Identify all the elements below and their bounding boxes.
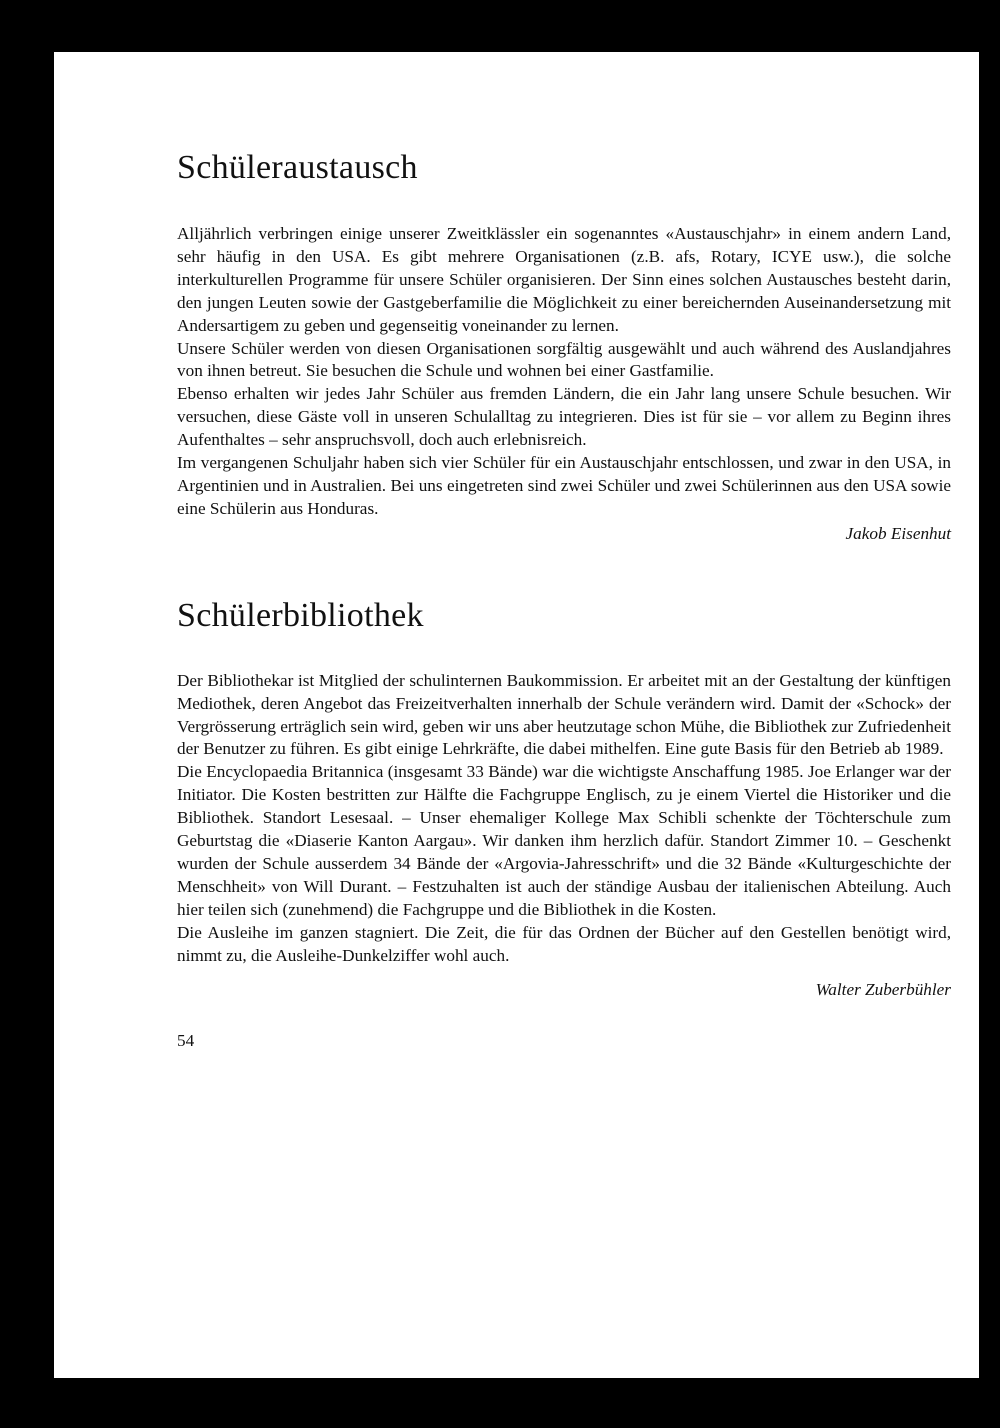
- paragraph: Unsere Schüler werden von diesen Organisationen sorgfältig ausgewählt und auch während des Auslandjahres von ihnen betreut. Sie besuchen die Schule und wohnen bei einer Gastfamilie.: [177, 338, 951, 381]
- section-title-schueleraustausch: Schüleraustausch: [177, 149, 418, 186]
- section-body-schuelerbibliothek: [177, 670, 951, 968]
- paragraph: Die Ausleihe im ganzen stagniert. Die Zeit, die für das Ordnen der Bücher auf den Gestellen benötigt wird, nimmt zu, die Ausleihe-Dunkelziffer wohl auch.: [177, 922, 951, 965]
- paragraph: Im vergangenen Schuljahr haben sich vier Schüler für ein Austauschjahr entschlossen, und zwar in den USA, in Argentinien und in Australien. Bei uns eingetreten sind zwei Schüler und zwei Schülerinnen aus den USA sowie eine Schülerin aus Honduras.: [177, 453, 951, 518]
- paragraph: Alljährlich verbringen einige unserer Zweitklässler ein sogenanntes «Austauschjahr» in einem andern Land, sehr häufig in den USA. Es gibt mehrere Organisationen (z.B. afs, Rotary, ICYE usw.), die solche interkulturellen Programme für unsere Schüler organisieren. Der Sinn eines solchen Austausches besteht darin, den jungen Leuten sowie der Gastgeberfamilie die Möglichkeit zu einer bereichernden Auseinandersetzung mit Andersartigem zu geben und gegenseitig voneinander zu lernen.: [177, 224, 951, 335]
- section-body-schueleraustausch: [177, 223, 951, 521]
- author-signature: Walter Zuberbühler: [815, 980, 951, 1000]
- author-signature: Jakob Eisenhut: [845, 523, 951, 543]
- page-content: [177, 142, 951, 1052]
- paragraph: Die Encyclopaedia Britannica (insgesamt 33 Bände) war die wichtigste Anschaffung 1985. Joe Erlanger war der Initiator. Die Kosten bestritten zur Hälfte die Fachgruppe Englisch, zu je einem Viertel die Historiker und die Bibliothek. Standort Lesesaal. – Unser ehemaliger Kollege Max Schibli schenkte der Töchterschule zum Geburtstag die «Diaserie Kanton Aargau». Wir danken ihm herzlich dafür. Standort Zimmer 10. – Geschenkt wurden der Schule ausserdem 34 Bände der «Argovia-Jahresschrift» und die 32 Bände «Kulturgeschichte der Menschheit» von Will Durant. – Festzuhalten ist auch der ständige Ausbau der italienischen Abteilung. Auch hier teilen sich (zunehmend) die Fachgruppe und die Bibliothek in die Kosten.: [177, 762, 951, 919]
- page-number: 54: [177, 1031, 195, 1051]
- paragraph: Ebenso erhalten wir jedes Jahr Schüler aus fremden Ländern, die ein Jahr lang unsere Schule besuchen. Wir versuchen, diese Gäste voll in unseren Schulalltag zu integrieren. Dies ist für sie – vor allem zu Beginn ihres Aufenthaltes – sehr anspruchsvoll, doch auch erlebnisreich.: [177, 384, 951, 450]
- document-page: [54, 52, 979, 1378]
- paragraph: Der Bibliothekar ist Mitglied der schulinternen Baukommission. Er arbeitet mit an der Gestaltung der künftigen Mediothek, deren Angebot das Freizeitverhalten innerhalb der Schule verändern wird. Damit der «Schock» der Vergrösserung erträglich sein wird, geben wir uns aber heutzutage schon Mühe, die Bibliothek zur Zufriedenheit der Benutzer zu führen. Es gibt einige Lehrkräfte, die dabei mithelfen. Eine gute Basis für den Betrieb ab 1989.: [177, 670, 951, 759]
- section-title-schuelerbibliothek: Schülerbibliothek: [177, 596, 424, 634]
